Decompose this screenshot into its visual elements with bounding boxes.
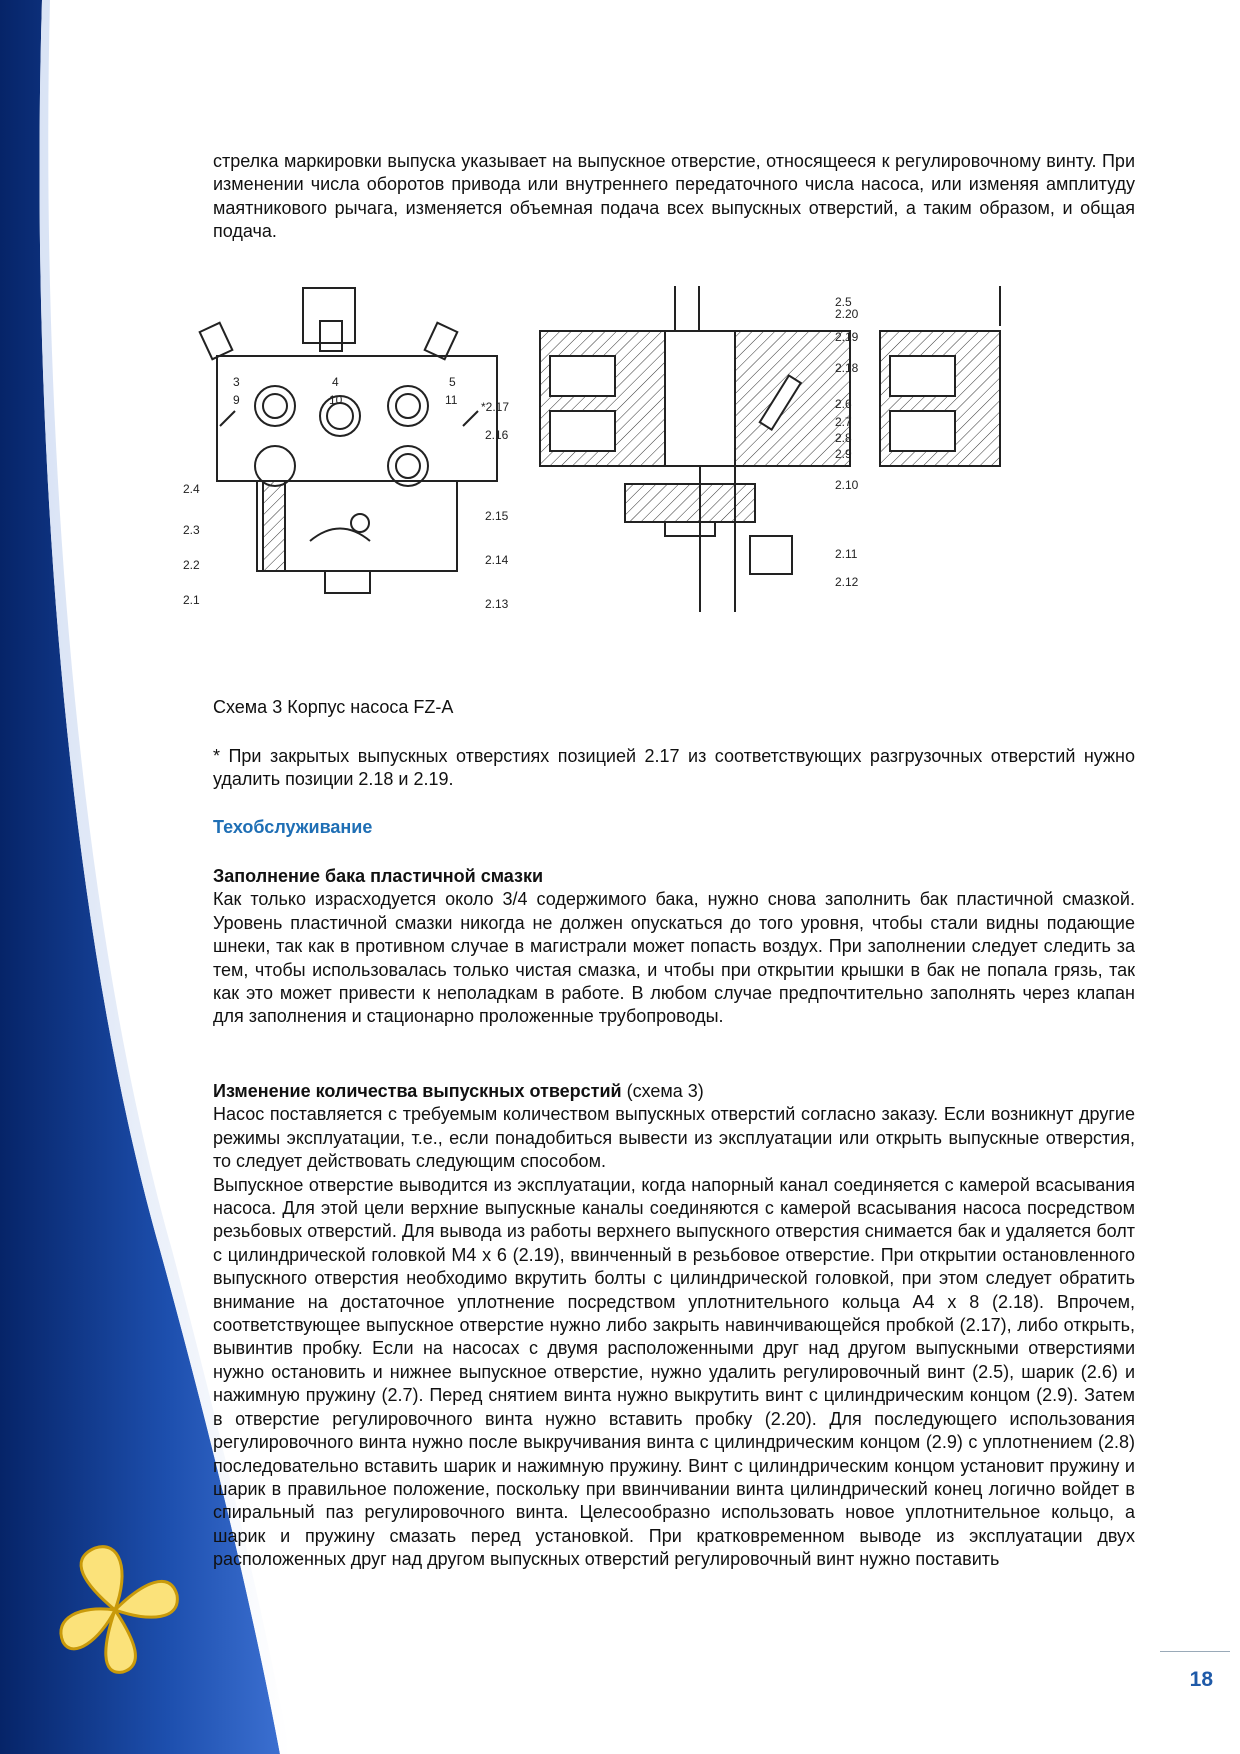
svg-text:2.19: 2.19: [835, 330, 859, 344]
svg-text:11: 11: [445, 393, 458, 407]
page-number-rule: [1160, 1651, 1230, 1652]
outlets-section: [213, 1080, 1135, 1572]
svg-text:2.11: 2.11: [835, 547, 858, 561]
svg-text:3: 3: [233, 375, 240, 389]
front-view: [200, 288, 497, 593]
svg-text:2.16: 2.16: [485, 428, 509, 442]
outlets-heading-ref: (схема 3): [621, 1081, 704, 1101]
fill-section: [213, 865, 1135, 1029]
svg-text:2.10: 2.10: [835, 478, 859, 492]
intro-block: [213, 150, 1135, 244]
section-view: [540, 286, 1000, 612]
svg-text:5: 5: [449, 375, 456, 389]
svg-text:2.12: 2.12: [835, 575, 859, 589]
svg-text:2.4: 2.4: [183, 482, 200, 496]
svg-text:9: 9: [233, 393, 240, 407]
svg-text:4: 4: [332, 375, 339, 389]
pump-housing-diagram: [175, 286, 1145, 626]
svg-text:2.3: 2.3: [183, 523, 200, 537]
svg-text:*2.17: *2.17: [481, 400, 510, 414]
svg-text:2.5: 2.5: [835, 295, 852, 309]
page-number: 18: [1189, 1668, 1213, 1691]
figure-caption: Схема 3 Корпус насоса FZ-A: [213, 697, 454, 717]
svg-text:2.7: 2.7: [835, 415, 852, 429]
svg-text:2.18: 2.18: [835, 361, 859, 375]
svg-text:2.2: 2.2: [183, 558, 200, 572]
svg-text:2.13: 2.13: [485, 597, 509, 611]
svg-text:2.20: 2.20: [835, 307, 859, 321]
svg-text:2.14: 2.14: [485, 553, 509, 567]
svg-text:2.6: 2.6: [835, 397, 852, 411]
outlets-paragraph-1: Насос поставляется с требуемым количеством выпускных отверстий согласно заказу. Если возникнут другие режимы эксплуатации, т.е., если понадобиться вывести из эксплуатации или открыть выпускные отверстия, то следует действовать следующим способом.: [213, 1104, 1135, 1172]
footnote: * При закрытых выпускных отверстиях позицией 2.17 из соответствующих разгрузочных отверстий нужно удалить позиции 2.18 и 2.19.: [213, 746, 1135, 790]
svg-text:2.1: 2.1: [183, 593, 200, 607]
intro-paragraph: стрелка маркировки выпуска указывает на выпускное отверстие, относящееся к регулировочному винту. При изменении числа оборотов привода или внутреннего передаточного числа насоса, или изменяя амплитуду маятникового рычага, изменяется объемная подача всех выпускных отверстий, а таким образом, и общая подача.: [213, 151, 1135, 242]
svg-text:2.8: 2.8: [835, 431, 852, 445]
section-title: Техобслуживание: [213, 817, 373, 837]
svg-text:2.9: 2.9: [835, 447, 852, 461]
outlets-paragraph-2: Выпускное отверстие выводится из эксплуатации, когда напорный канал соединяется с камерой всасывания насоса. Для этой цели верхние выпускные каналы соединяются с камерой всасывания насоса посредством резьбовых отверстий. Для вывода из работы верхнего выпускного отверстия снимается бак и удаляется болт с цилиндрической головкой М4 x 6 (2.19), ввинченный в резьбовое отверстие. При открытии остановленного выпускного отверстия необходимо вкрутить болты с цилиндрической головкой, при этом следует обратить внимание на достаточное уплотнение посредством уплотнительного кольца А4 x 8 (2.18). Впрочем, соответствующее выпускное отверстие нужно либо закрыть навинчивающейся пробкой (2.17), либо открыть, вывинтив пробку. Если на насосах с двумя расположенными друг над другом выпускными отверстиями нужно остановить и нижнее выпускное отверстие, нужно удалить регулировочный винт (2.5), шарик (2.6) и нажимную пружину (2.7). Перед снятием винта нужно выкрутить винт с цилиндрическим концом (2.9). Затем в отверстие регулировочного винта нужно вставить пробку (2.20). Для последующего использования регулировочного винта нужно после выкручивания винта с цилиндрическим концом (2.9) с уплотнением (2.8) последовательно вставить шарик и нажимную пружину. Винт с цилиндрическим концом установит пружину и шарик в правильное положение, поскольку при ввинчивании винта цилиндрический конец логично войдет в спиральный паз регулировочного винта. Целесообразно использовать новое уплотнительное кольцо, а шарик и пружину смазать перед установкой. При кратковременном выводе из эксплуатации двух расположенных друг над другом выпускных отверстий регулировочный винт нужно поставить: [213, 1174, 1135, 1570]
fill-paragraph: Как только израсходуется около 3/4 содержимого бака, нужно снова заполнить бак пластичной смазкой. Уровень пластичной смазки никогда не должен опускаться до того уровня, чтобы стали видны подающие шнеки, так как в противном случае в магистрали может попасть воздух. При заполнении следует следить за тем, чтобы использовалась только чистая смазка, и чтобы при открытии крышки в бак не попала грязь, так как это может привести к неполадкам в работе. В любом случае предпочтительно заполнять через клапан для заполнения и стационарно проложенные трубопроводы.: [213, 889, 1135, 1027]
svg-text:2.15: 2.15: [485, 509, 509, 523]
outlets-heading-line: [213, 1080, 1135, 1103]
svg-text:10: 10: [329, 393, 343, 407]
outlets-heading: Изменение количества выпускных отверстий: [213, 1081, 622, 1101]
fill-heading: Заполнение бака пластичной смазки: [213, 866, 544, 886]
